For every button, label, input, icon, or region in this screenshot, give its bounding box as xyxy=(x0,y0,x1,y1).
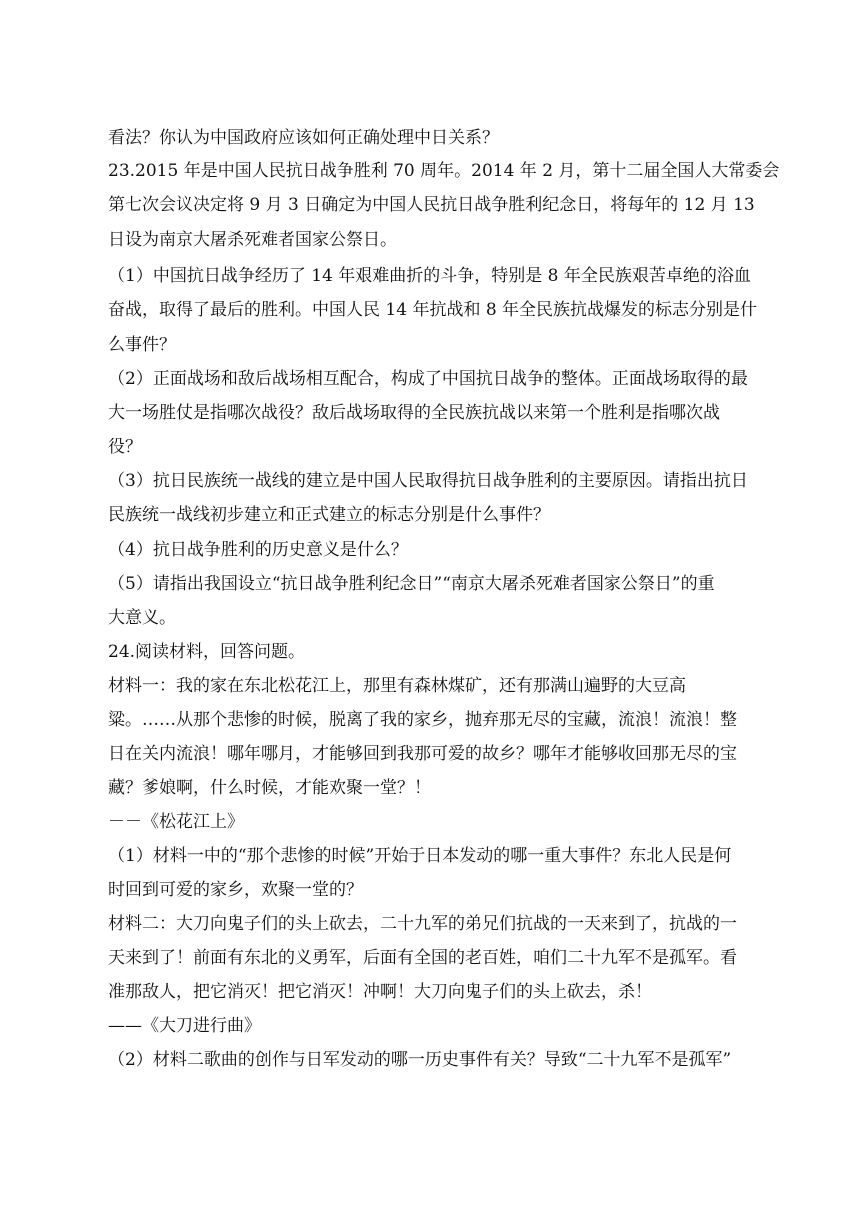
question-24-2: （2）材料二歌曲的创作与日军发动的哪一历史事件有关？导致“二十九军不是孤军” xyxy=(108,1050,732,1070)
text-line: 天来到了！前面有东北的义勇军，后面有全国的老百姓，咱们二十九军不是孤军。看 xyxy=(108,948,737,968)
question-24-1: （1）材料一中的“那个悲惨的时候”开始于日本发动的哪一重大事件？东北人民是何 xyxy=(108,846,732,866)
text-line: 日设为南京大屠杀死难者国家公祭日。 xyxy=(108,230,397,250)
text-line: 第七次会议决定将 9 月 3 日确定为中国人民抗日战争胜利纪念日，将每年的 12 月 13 xyxy=(108,195,755,215)
text-line: 藏？爹娘啊，什么时候，才能欢聚一堂？！ xyxy=(108,778,431,798)
question-23-heading: 23.2015 年是中国人民抗日战争胜利 70 周年。2014 年 2 月，第十二届全国人大常委会 xyxy=(108,161,780,181)
text-line: 大意义。 xyxy=(108,608,176,628)
text-line: 奋战，取得了最后的胜利。中国人民 14 年抗战和 8 年全民族抗战爆发的标志分别是什 xyxy=(108,300,758,320)
material-1-source: －－《松花江上》 xyxy=(108,812,244,832)
text-line: 役？ xyxy=(108,437,142,457)
question-24-heading: 24.阅读材料，回答问题。 xyxy=(108,642,306,662)
sub-question-5: （5）请指出我国设立“抗日战争胜利纪念日”“南京大屠杀死难者国家公祭日”的重 xyxy=(108,574,715,594)
text-line: 粱。……从那个悲惨的时候，脱离了我的家乡，抛弃那无尽的宝藏，流浪！流浪！整 xyxy=(108,710,737,730)
material-2: 材料二：大刀向鬼子们的头上砍去，二十九军的弟兄们抗战的一天来到了，抗战的一 xyxy=(108,914,737,934)
material-1: 材料一：我的家在东北松花江上，那里有森林煤矿，还有那满山遍野的大豆高 xyxy=(108,676,686,696)
sub-question-4: （4）抗日战争胜利的历史意义是什么？ xyxy=(108,540,408,560)
text-line: 看法？你认为中国政府应该如何正确处理中日关系？ xyxy=(108,128,499,148)
text-line: 准那敌人，把它消灭！把它消灭！冲啊！大刀向鬼子们的头上砍去，杀！ xyxy=(108,982,652,1002)
text-line: 日在关内流浪！哪年哪月，才能够回到我那可爱的故乡？哪年才能够收回那无尽的宝 xyxy=(108,744,737,764)
sub-question-2: （2）正面战场和敌后战场相互配合，构成了中国抗日战争的整体。正面战场取得的最 xyxy=(108,369,748,389)
sub-question-3: （3）抗日民族统一战线的建立是中国人民取得抗日战争胜利的主要原因。请指出抗日 xyxy=(108,471,748,491)
text-line: 大一场胜仗是指哪次战役？敌后战场取得的全民族抗战以来第一个胜利是指哪次战 xyxy=(108,403,720,423)
text-line: 时回到可爱的家乡，欢聚一堂的？ xyxy=(108,880,363,900)
text-line: 民族统一战线初步建立和正式建立的标志分别是什么事件？ xyxy=(108,505,550,525)
sub-question-1: （1）中国抗日战争经历了 14 年艰难曲折的斗争，特别是 8 年全民族艰苦卓绝的浴血 xyxy=(108,266,751,286)
text-line: 么事件？ xyxy=(108,335,176,355)
material-2-source: ——《大刀进行曲》 xyxy=(108,1016,261,1036)
